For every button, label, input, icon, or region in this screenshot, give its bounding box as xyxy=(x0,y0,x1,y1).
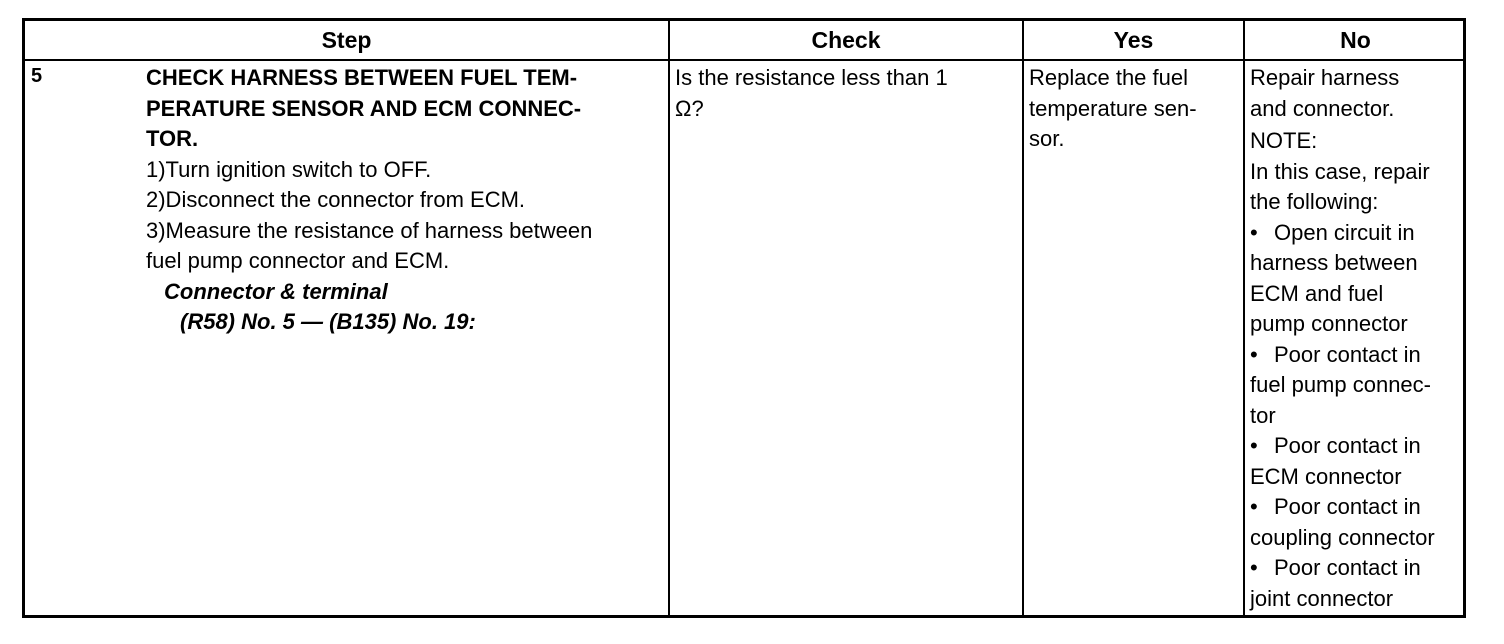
bullet-continuation: coupling connector xyxy=(1250,524,1435,550)
bullet-text: Poor contact in xyxy=(1274,555,1421,580)
column-divider-yes xyxy=(1022,21,1024,615)
bullet-continuation: ECM and fuel xyxy=(1250,280,1384,306)
yes-line: sor. xyxy=(1029,126,1065,151)
spec-value: (R58) No. 5 — (B135) No. 19: xyxy=(180,309,476,334)
step-instruction-line: 1)Turn ignition switch to OFF. xyxy=(146,156,432,182)
step-title-line: CHECK HARNESS BETWEEN FUEL TEM- xyxy=(146,65,578,90)
bullet-continuation: ECM connector xyxy=(1250,463,1402,489)
step-title-line: PERATURE SENSOR AND ECM CONNEC- xyxy=(146,95,582,121)
bullet-text: Poor contact in xyxy=(1274,341,1421,367)
note-label: NOTE: xyxy=(1250,128,1318,153)
step-instruction-line: 3)Measure the resistance of harness between xyxy=(146,217,593,243)
bullet-item xyxy=(1250,431,1466,462)
no-line: and connector. xyxy=(1250,95,1395,121)
yes-line: Replace the fuel xyxy=(1029,65,1188,90)
yes-cell xyxy=(1029,63,1241,155)
bullet-continuation: fuel pump connec- xyxy=(1250,372,1431,397)
bullet-icon: • xyxy=(1250,219,1258,245)
bullet-icon: • xyxy=(1250,494,1258,519)
bullet-item xyxy=(1250,492,1466,523)
header-step: Step xyxy=(321,27,372,53)
bullet-item xyxy=(1250,553,1466,584)
bullet-text: Poor contact in xyxy=(1274,433,1421,458)
bullet-continuation: pump connector xyxy=(1250,311,1408,336)
bullet-text: Open circuit in xyxy=(1274,219,1415,245)
bullet-item xyxy=(1250,218,1466,249)
bullet-item xyxy=(1250,340,1466,371)
check-line: Is the resistance less than 1 xyxy=(675,65,948,90)
step-cell xyxy=(146,63,666,338)
column-divider-no xyxy=(1243,21,1245,615)
bullet-text: Poor contact in xyxy=(1274,494,1421,519)
bullet-continuation: joint connector xyxy=(1250,585,1394,611)
bullet-icon: • xyxy=(1250,433,1258,458)
yes-line: temperature sen- xyxy=(1029,95,1197,121)
check-cell xyxy=(675,63,1020,124)
step-instruction-line: fuel pump connector and ECM. xyxy=(146,248,450,273)
header-check: Check xyxy=(811,27,881,53)
no-cell xyxy=(1250,63,1466,614)
diagnostic-table xyxy=(22,18,1466,618)
step-number: 5 xyxy=(31,65,43,87)
note-line: the following: xyxy=(1250,189,1379,214)
no-line: Repair harness xyxy=(1250,65,1400,90)
step-instruction-line: 2)Disconnect the connector from ECM. xyxy=(146,187,526,212)
column-divider-check xyxy=(668,21,670,615)
bullet-icon: • xyxy=(1250,555,1258,580)
header-divider xyxy=(25,59,1463,61)
bullet-continuation: harness between xyxy=(1250,250,1418,275)
check-line: Ω? xyxy=(675,95,704,121)
spec-label: Connector & terminal xyxy=(164,278,388,304)
header-no: No xyxy=(1340,27,1371,53)
header-yes: Yes xyxy=(1113,27,1154,53)
bullet-icon: • xyxy=(1250,341,1258,367)
note-line: In this case, repair xyxy=(1250,158,1430,184)
step-title-line: TOR. xyxy=(146,126,199,151)
bullet-continuation: tor xyxy=(1250,402,1276,428)
